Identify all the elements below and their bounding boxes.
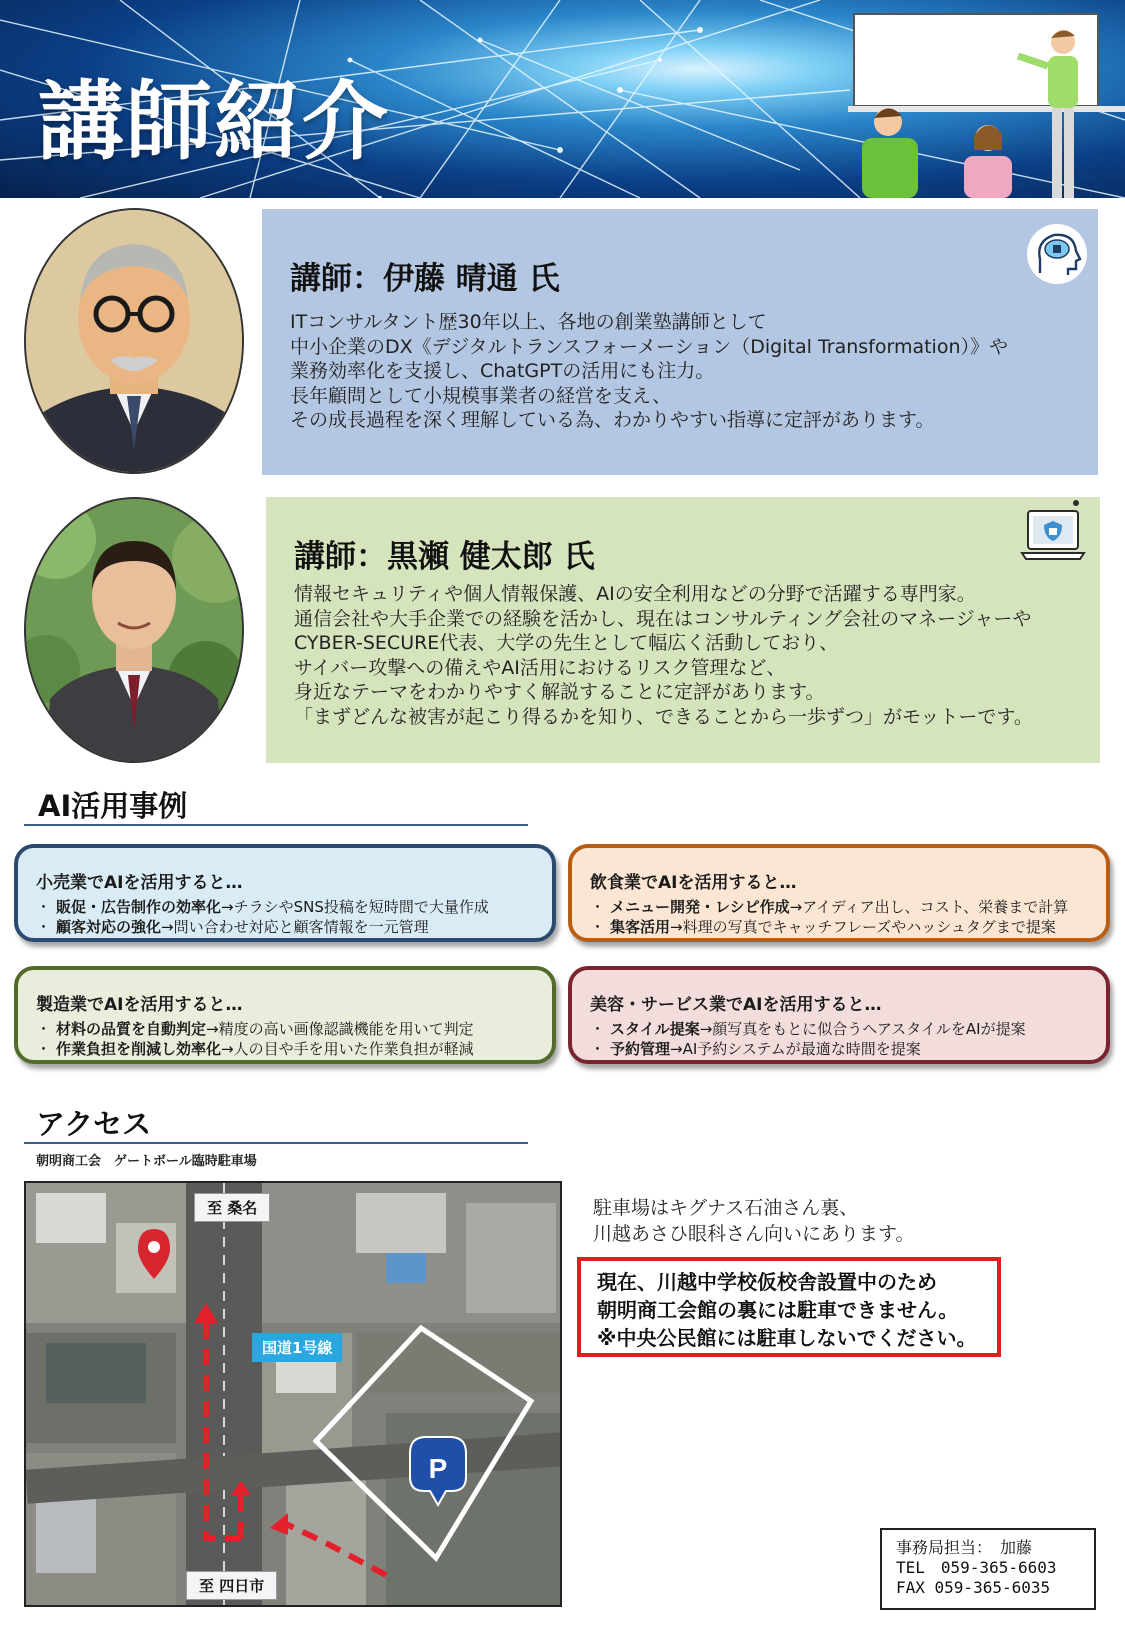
- case-retail-title: 小売業でAIを活用すると…: [36, 873, 243, 893]
- svg-text:P: P: [428, 1453, 448, 1484]
- case-restaurant-item-1: ・ メニュー開発・レシピ作成→アイディア出し、コスト、栄養まで計算: [590, 898, 1069, 916]
- case-retail-item-2: ・ 顧客対応の強化→問い合わせ対応と顧客情報を一元管理: [36, 918, 429, 936]
- access-rule: [24, 1142, 528, 1144]
- venue-name: 朝明商工会 ゲートボール臨時駐車場: [36, 1154, 257, 1169]
- parking-note: 駐車場はキグナス石油さん裏、 川越あさひ眼科さん向いにあります。: [593, 1197, 915, 1245]
- map-label-route: 国道1号線: [252, 1333, 342, 1362]
- case-manufacturing-title: 製造業でAIを活用すると…: [36, 995, 243, 1015]
- case-beauty-title: 美容・サービス業でAIを活用すると…: [590, 995, 882, 1015]
- case-retail: [14, 844, 556, 942]
- instructor-2-portrait: [24, 497, 244, 763]
- classroom-illustration: [848, 10, 1125, 198]
- instructor-2-bio: 情報セキュリティや個人情報保護、AIの安全利用などの分野で活躍する専門家。 通信会社や大手企業での経験を活かし、現在はコンサルティング会社のマネージャーや CYBER-SECURE代表、大学の先生として幅広く活動しており、 サイバー攻撃への備えやAI活用におけるリスク管理など、 身近なテーマをわかりやすく解説することに定評があります。 「まずどんな被害が起こり得るかを知り、できることから一歩ずつ」がモットーです。: [294, 583, 1033, 728]
- instructor-1-portrait: [24, 208, 244, 474]
- map-label-south: 至 四日市: [186, 1571, 277, 1600]
- case-manufacturing-item-2: ・ 作業負担を削減し効率化→人の目や手を用いた作業負担が軽減: [36, 1040, 474, 1058]
- instructor-1-name: 講師：伊藤 晴通 氏: [290, 261, 560, 297]
- case-beauty: [568, 966, 1110, 1064]
- page-title: 講師紹介: [38, 72, 390, 172]
- contact-person: 事務局担当： 加藤: [896, 1538, 1033, 1557]
- case-restaurant: [568, 844, 1110, 942]
- access-map[interactable]: [24, 1181, 562, 1607]
- instructor-1-panel: [262, 209, 1098, 475]
- map-label-north: 至 桑名: [194, 1193, 270, 1222]
- contact-tel: TEL 059-365-6603: [896, 1558, 1057, 1577]
- access-heading: アクセス: [36, 1107, 152, 1141]
- header-banner: [0, 0, 1125, 198]
- map-aerial: [26, 1183, 562, 1607]
- instructor-1-bio: ITコンサルタント歴30年以上、各地の創業塾講師として 中小企業のDX《デジタルトランスフォーメーション（Digital Transformation）》や 業務効率化を支援し、ChatGPTの活用にも注力。 長年顧問として小規模事業者の経営を支え、 その成長過程を深く理解している為、わかりやすい指導に定評があります。: [290, 311, 1008, 431]
- case-beauty-item-2: ・ 予約管理→AI予約システムが最適な時間を提案: [590, 1040, 921, 1058]
- instructor-2-panel: [266, 497, 1100, 763]
- contact-fax: FAX 059-365-6035: [896, 1578, 1051, 1597]
- case-restaurant-item-2: ・ 集客活用→料理の写真でキャッチフレーズやハッシュタグまで提案: [590, 918, 1056, 936]
- ai-cases-heading: AI活用事例: [38, 789, 188, 823]
- case-manufacturing-item-1: ・ 材料の品質を自動判定→精度の高い画像認識機能を用いて判定: [36, 1020, 474, 1038]
- ai-cases-rule: [24, 824, 528, 826]
- contact-box: [880, 1528, 1096, 1610]
- laptop-shield-icon: [1018, 497, 1088, 569]
- parking-warning: 現在、川越中学校仮校舎設置中のため 朝明商工会館の裏には駐車できません。 ※中央公民館には駐車しないでください。: [577, 1257, 1001, 1357]
- case-manufacturing: [14, 966, 556, 1064]
- case-beauty-item-1: ・ スタイル提案→顔写真をもとに似合うヘアスタイルをAIが提案: [590, 1020, 1026, 1038]
- instructor-2-name: 講師：黒瀬 健太郎 氏: [294, 539, 595, 575]
- case-restaurant-title: 飲食業でAIを活用すると…: [590, 873, 797, 893]
- brain-chip-icon: [1026, 223, 1088, 285]
- case-retail-item-1: ・ 販促・広告制作の効率化→チラシやSNS投稿を短時間で大量作成: [36, 898, 489, 916]
